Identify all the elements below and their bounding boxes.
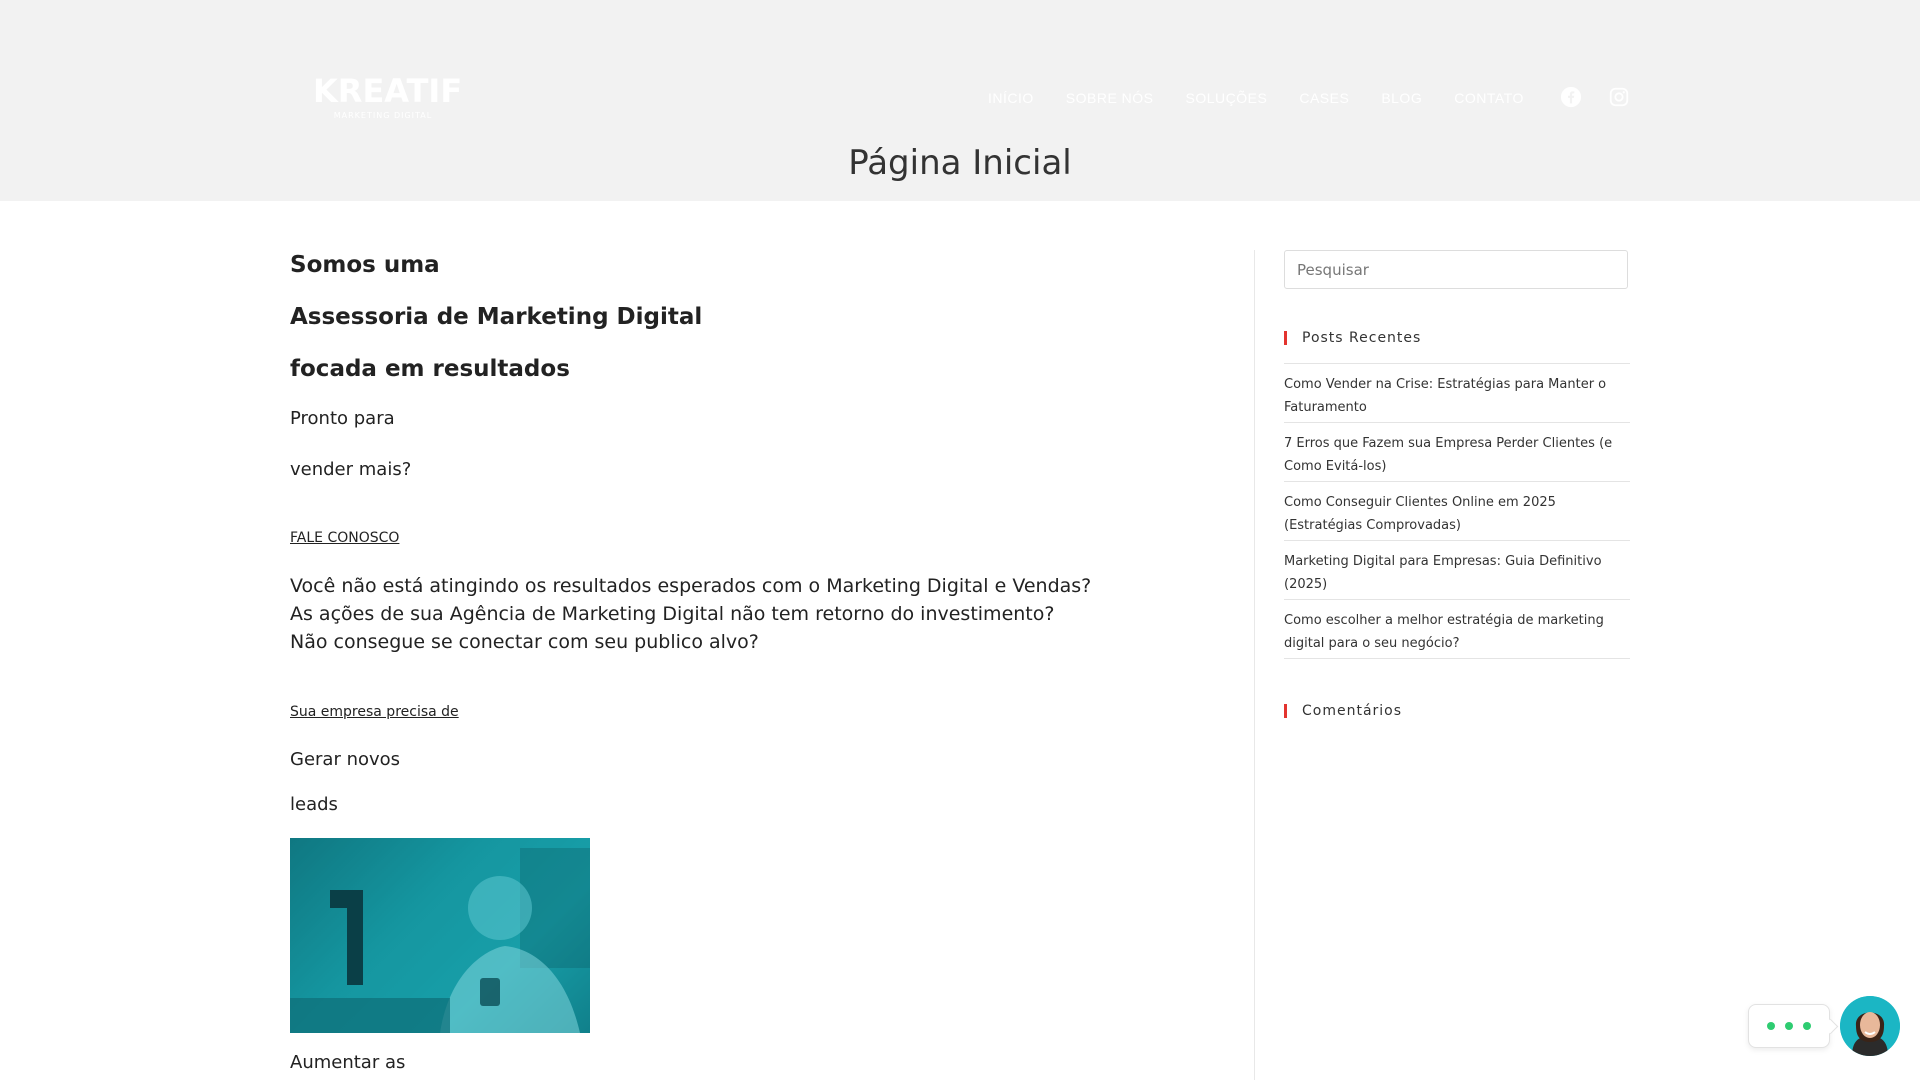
nav-item-cases[interactable]: CASES <box>1299 90 1350 106</box>
site-logo[interactable] <box>313 72 463 120</box>
leads-image-graphic <box>290 838 590 1033</box>
hero-heading-line-2: Assessoria de Marketing Digital <box>290 304 703 330</box>
nav-item-contato[interactable]: CONTATO <box>1454 90 1524 106</box>
nav-item-inicio[interactable]: INÍCIO <box>988 90 1034 106</box>
recent-posts-list <box>1284 363 1630 659</box>
social-links <box>1560 86 1630 108</box>
recent-post-link[interactable]: 7 Erros que Fazem sua Empresa Perder Clientes (e Como Evitá-los) <box>1284 423 1630 482</box>
sua-empresa-link[interactable]: Sua empresa precisa de <box>290 704 459 720</box>
fale-conosco-link[interactable]: FALE CONOSCO <box>290 530 400 546</box>
hero-heading-line-3: focada em resultados <box>290 356 570 382</box>
typing-dot <box>1767 1022 1775 1030</box>
nav-item-solucoes[interactable]: SOLUÇÕES <box>1185 90 1268 106</box>
hero-heading-line-1: Somos uma <box>290 252 440 278</box>
sidebar-divider <box>1254 250 1255 1080</box>
search-input[interactable] <box>1284 250 1628 289</box>
leads-image <box>290 838 590 1033</box>
chat-avatar[interactable] <box>1840 996 1900 1056</box>
benefit-1-line-1: Gerar novos <box>290 749 401 770</box>
question-line-2: As ações de sua Agência de Marketing Digital não tem retorno do investimento? <box>290 603 1055 625</box>
site-header <box>0 0 1920 201</box>
subheading-line-2: vender mais? <box>290 459 412 480</box>
question-line-3: Não consegue se conectar com seu publico alvo? <box>290 631 759 653</box>
benefit-2-line-1: Aumentar as <box>290 1052 406 1073</box>
avatar-graphic <box>1840 996 1900 1056</box>
comments-title: Comentários <box>1284 703 1402 719</box>
instagram-icon[interactable] <box>1608 86 1630 108</box>
subheading-line-1: Pronto para <box>290 408 395 429</box>
recent-posts-title: Posts Recentes <box>1284 330 1421 346</box>
nav-item-blog[interactable]: BLOG <box>1381 90 1423 106</box>
benefit-1-line-2: leads <box>290 794 338 815</box>
recent-post-link[interactable]: Como Vender na Crise: Estratégias para Manter o Faturamento <box>1284 364 1630 423</box>
nav-item-sobre-nos[interactable]: SOBRE NÓS <box>1065 90 1154 106</box>
typing-dot <box>1785 1022 1793 1030</box>
facebook-icon[interactable] <box>1560 86 1582 108</box>
logo-text: KREATIF <box>313 72 463 110</box>
recent-post-link[interactable]: Marketing Digital para Empresas: Guia Definitivo (2025) <box>1284 541 1630 600</box>
typing-dot <box>1803 1022 1811 1030</box>
main-nav <box>988 89 1556 107</box>
page-title: Página Inicial <box>848 142 1072 183</box>
chat-typing-bubble[interactable] <box>1748 1004 1830 1048</box>
logo-tagline: MARKETING DIGITAL <box>333 111 433 120</box>
question-line-1: Você não está atingindo os resultados esperados com o Marketing Digital e Vendas? <box>290 575 1092 597</box>
recent-post-link[interactable]: Como escolher a melhor estratégia de marketing digital para o seu negócio? <box>1284 600 1630 659</box>
recent-post-link[interactable]: Como Conseguir Clientes Online em 2025 (Estratégias Comprovadas) <box>1284 482 1630 541</box>
